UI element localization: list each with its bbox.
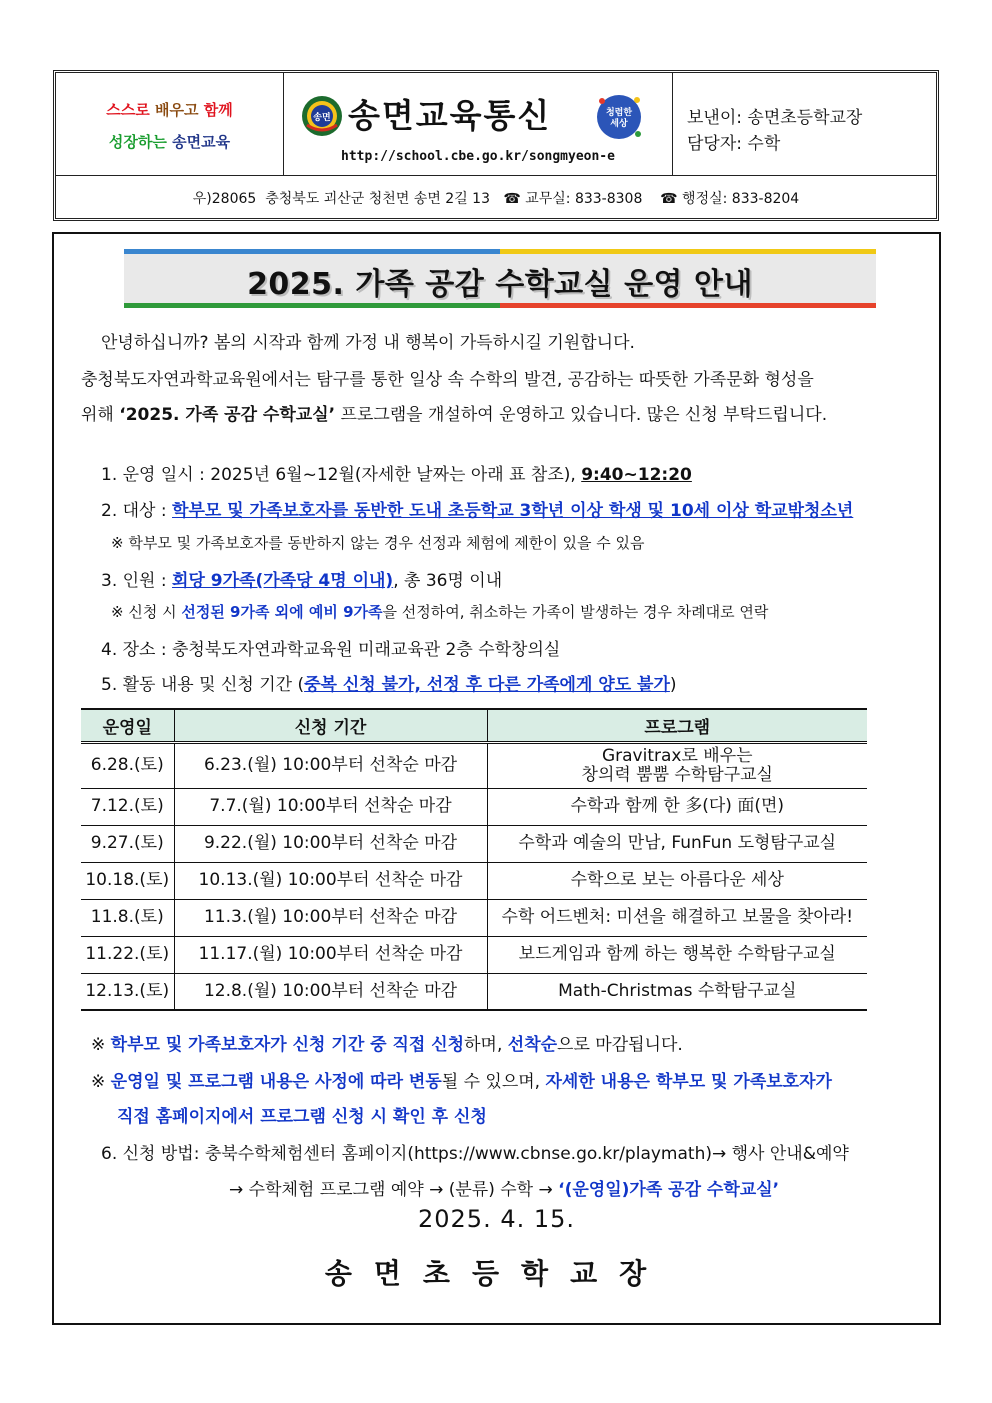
cell-program: 수학으로 보는 아름다운 세상: [487, 862, 867, 899]
notice-body: [52, 232, 941, 1325]
slogan-line-2: 성장하는 송면교육: [108, 133, 231, 151]
table-row: [81, 862, 867, 899]
column-header-program: 프로그램: [487, 709, 867, 742]
sender-label: 보낸이: 송면초등학교장: [687, 108, 863, 128]
svg-text:청렴한: 청렴한: [605, 108, 633, 118]
item-target: 2. 대상 : 학부모 및 가족보호자를 동반한 도내 초등학교 3학년 이상 학생 및 10세 이상 학교밖청소년: [101, 501, 854, 521]
cell-program: 수학 어드벤처: 미션을 해결하고 보물을 찾아라!: [487, 899, 867, 936]
table-header-row: [81, 709, 867, 742]
column-header-date: 운영일: [81, 709, 174, 742]
note-target: ※ 학부모 및 가족보호자를 동반하지 않는 경우 선정과 체험에 제한이 있을 수 있음: [111, 534, 645, 552]
principal-signature: 송면초등학교장: [324, 1257, 669, 1290]
header-top-row: [56, 73, 936, 176]
school-slogan: [56, 73, 284, 176]
table-row: [81, 899, 867, 936]
table-row: [81, 973, 867, 1010]
issue-date: 2025. 4. 15.: [417, 1205, 576, 1233]
cell-period: 9.22.(월) 10:00부터 선착순 마감: [174, 825, 487, 862]
item-location: 4. 장소 : 충청북도자연과학교육원 미래교육관 2층 수학창의실: [101, 640, 561, 660]
cell-program: Gravitrax로 배우는 창의력 뿜뿜 수학탐구교실: [487, 742, 867, 788]
cell-program: 수학과 예술의 만남, FunFun 도형탐구교실: [487, 825, 867, 862]
cell-period: 12.8.(월) 10:00부터 선착순 마감: [174, 973, 487, 1010]
program-table: [81, 708, 867, 1011]
note-capacity: ※ 신청 시 선정된 9가족 외에 예비 9가족을 선정하여, 취소하는 가족이 발생하는 경우 차례대로 연락: [111, 603, 769, 621]
cell-date: 7.12.(토): [81, 788, 174, 825]
banner-stripe-blue: [124, 249, 500, 254]
slogan-line-1: 스스로 배우고 함께: [106, 101, 233, 119]
cell-date: 10.18.(토): [81, 862, 174, 899]
item-capacity: 3. 인원 : 회당 9가족(가족당 4명 이내), 총 36명 이내: [101, 571, 503, 591]
cell-date: 9.27.(토): [81, 825, 174, 862]
school-emblem-icon: [301, 95, 343, 137]
footer-note-2-cont: 직접 홈페이지에서 프로그램 신청 시 확인 후 신청: [117, 1107, 487, 1127]
footer-note-2: ※ 운영일 및 프로그램 내용은 사정에 따라 변동될 수 있으며, 자세한 내용은 학부모 및 가족보호자가: [91, 1072, 832, 1092]
newsletter-masthead: [284, 73, 673, 176]
intro-line-1: 안녕하십니까? 봄의 시작과 함께 가정 내 행복이 가득하시길 기원합니다.: [101, 333, 635, 353]
school-address: 우)28065 충청북도 괴산군 청천면 송면 2길 13 ☎ 교무실: 833-8308 ☎ 행정실: 833-8204: [192, 191, 800, 207]
cell-period: 7.7.(월) 10:00부터 선착순 마감: [174, 788, 487, 825]
table-row: [81, 936, 867, 973]
newsletter-header: [53, 70, 939, 221]
newsletter-title: 송면교육통신: [348, 96, 552, 135]
header-address-row: [56, 176, 936, 218]
table-row: [81, 788, 867, 825]
cell-date: 11.8.(토): [81, 899, 174, 936]
item-apply-path: → 수학체험 프로그램 예약 → (분류) 수학 → ‘(운영일)가족 공감 수학교실’: [229, 1180, 780, 1200]
emblem-text: 송면: [313, 113, 331, 123]
cell-program: 수학과 함께 한 多(다) 面(면): [487, 788, 867, 825]
cell-period: 6.23.(월) 10:00부터 선착순 마감: [174, 742, 487, 788]
cell-period: 10.13.(월) 10:00부터 선착순 마감: [174, 862, 487, 899]
item-schedule: 1. 운영 일시 : 2025년 6월~12월(자세한 날짜는 아래 표 참조), 9:40~12:20: [101, 465, 692, 485]
integrity-mark-icon: [594, 92, 644, 142]
cell-period: 11.3.(월) 10:00부터 선착순 마감: [174, 899, 487, 936]
footer-note-1: ※ 학부모 및 가족보호자가 신청 기간 중 직접 신청하며, 선착순으로 마감됩니다.: [91, 1035, 683, 1055]
table-row: [81, 742, 867, 788]
sender-info: [673, 73, 936, 176]
table-row: [81, 825, 867, 862]
item-activity: 5. 활동 내용 및 신청 기간 (중복 신청 불가, 선정 후 다른 가족에게 양도 불가): [101, 675, 677, 695]
intro-line-3: 위해 ‘2025. 가족 공감 수학교실’ 프로그램을 개설하여 운영하고 있습니다. 많은 신청 부탁드립니다.: [81, 405, 828, 425]
notice-title: 2025. 가족 공감 수학교실 운영 안내: [247, 267, 753, 302]
notice-title-banner: [124, 249, 876, 308]
school-url: http://school.cbe.go.kr/songmyeon-e: [341, 149, 615, 164]
cell-date: 12.13.(토): [81, 973, 174, 1010]
svg-text:세상: 세상: [610, 119, 628, 129]
cell-program: 보드게임과 함께 하는 행복한 수학탐구교실: [487, 936, 867, 973]
cell-program: Math-Christmas 수학탐구교실: [487, 973, 867, 1010]
cell-date: 6.28.(토): [81, 742, 174, 788]
intro-line-2: 충청북도자연과학교육원에서는 탐구를 통한 일상 속 수학의 발견, 공감하는 따뜻한 가족문화 형성을: [81, 370, 814, 390]
banner-stripe-red: [500, 303, 876, 308]
cell-date: 11.22.(토): [81, 936, 174, 973]
cell-period: 11.17.(월) 10:00부터 선착순 마감: [174, 936, 487, 973]
item-apply-method: 6. 신청 방법: 충북수학체험센터 홈페이지(https://www.cbnse.go.kr/playmath)→ 행사 안내&예약: [101, 1144, 849, 1164]
manager-label: 담당자: 수학: [687, 134, 781, 154]
banner-stripe-yellow: [500, 249, 876, 254]
banner-stripe-green: [124, 303, 500, 308]
column-header-period: 신청 기간: [174, 709, 487, 742]
